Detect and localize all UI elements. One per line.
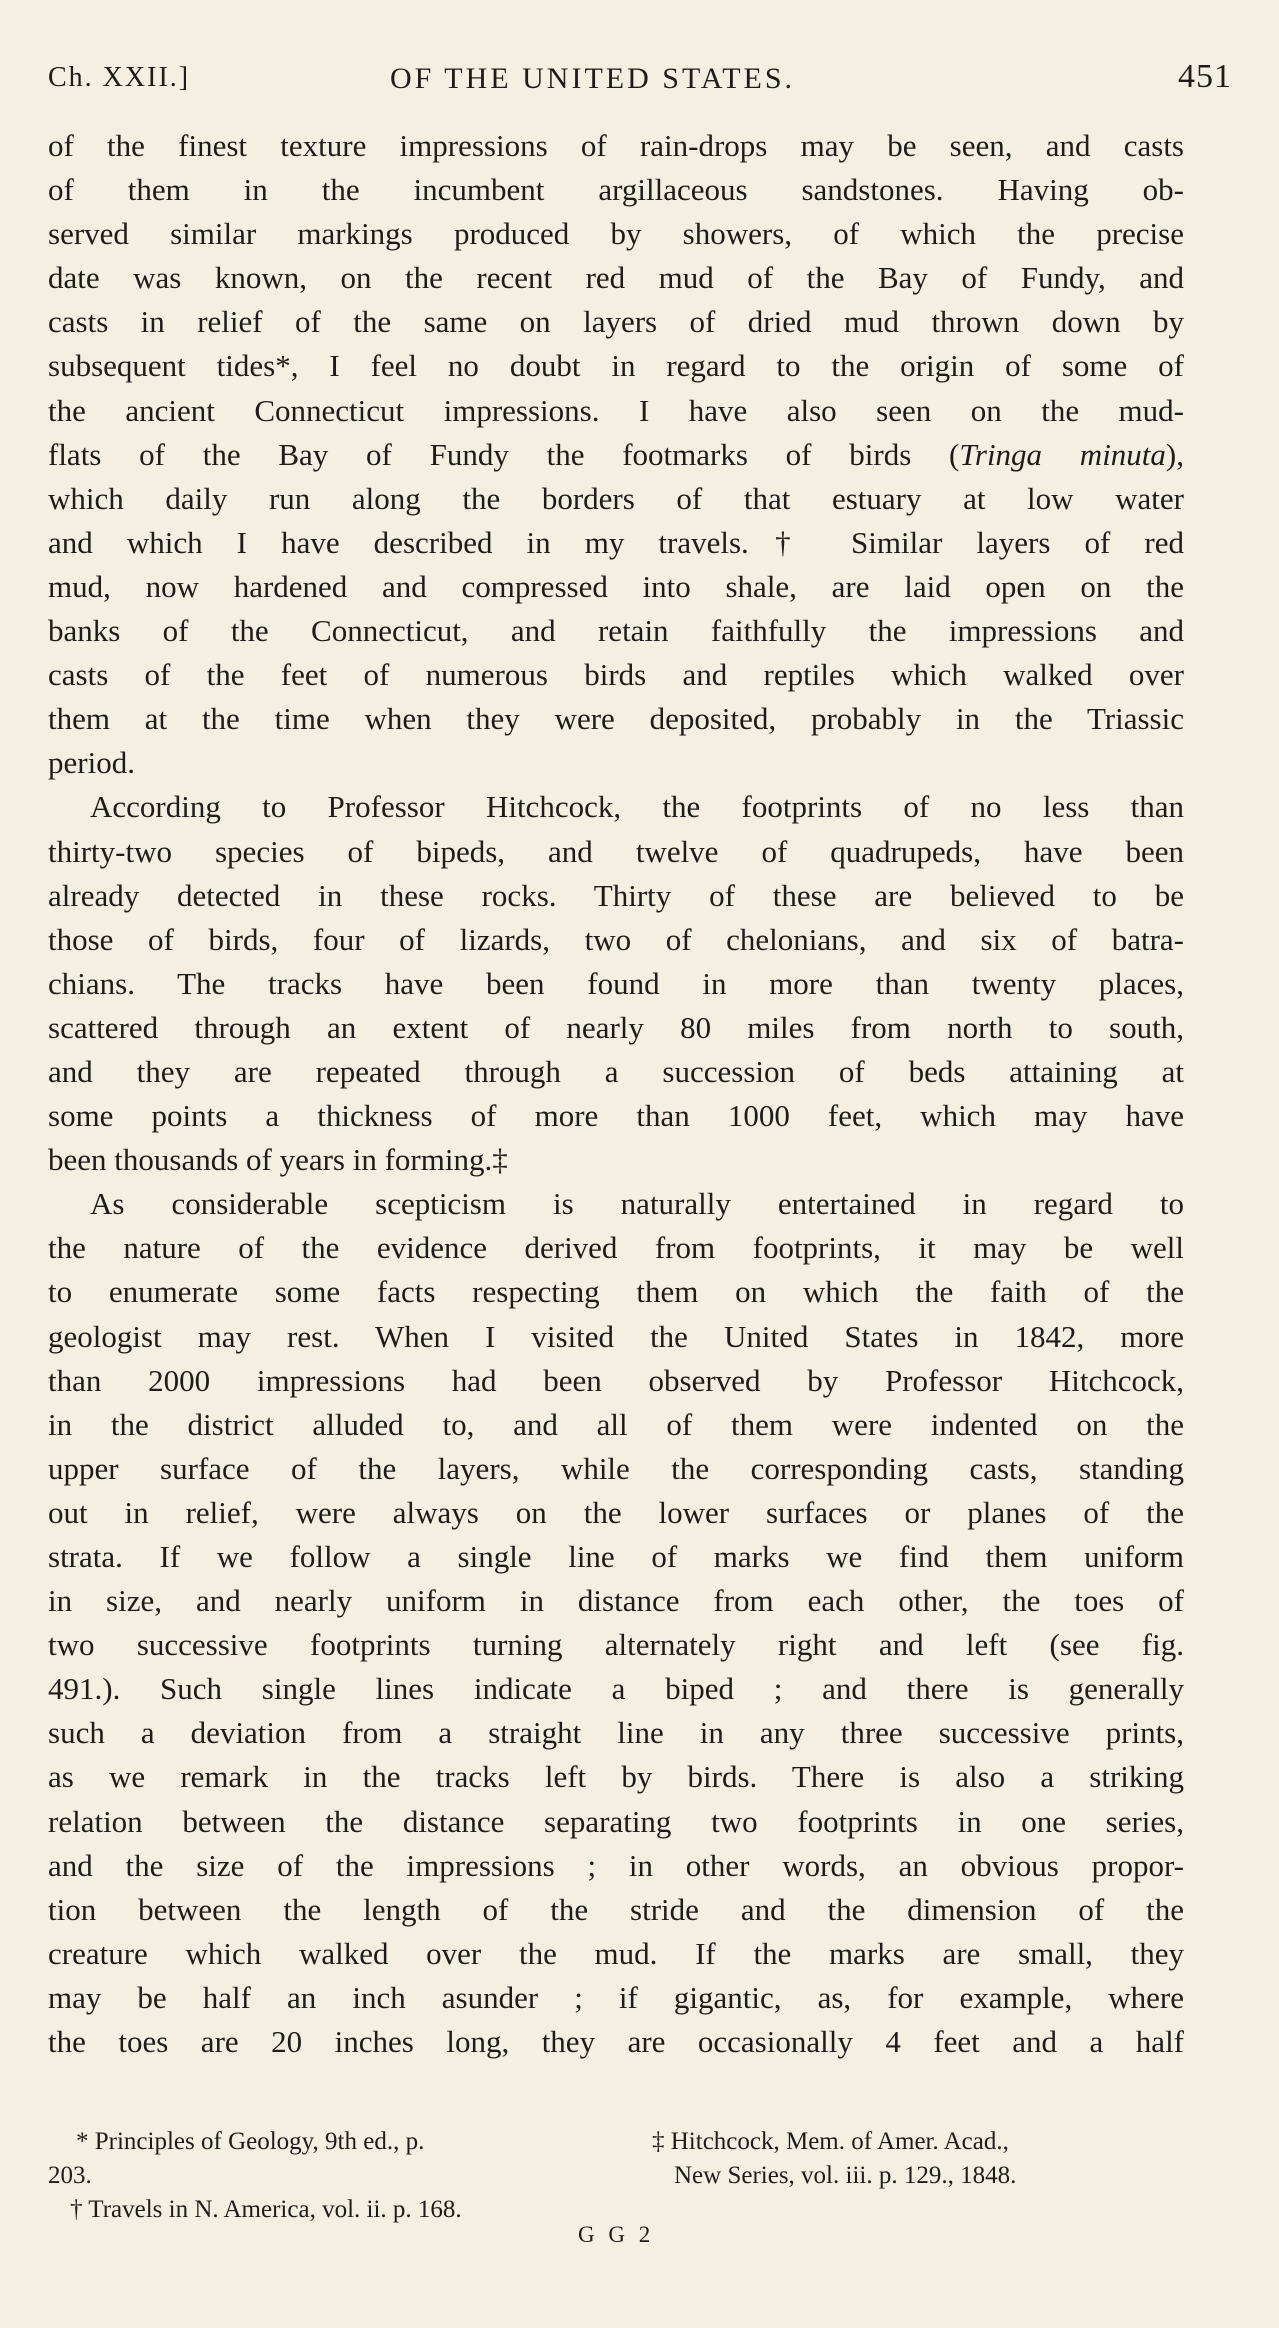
paragraph-2 [48,785,1184,1182]
text-line: geologist may rest. When I visited the United States in 1842, more [48,1318,1184,1354]
text-line: casts of the feet of numerous birds and reptiles which walked over [48,657,1184,693]
text-line: than 2000 impressions had been observed by Professor Hitchcock, [48,1362,1184,1398]
running-title: OF THE UNITED STATES. [390,62,796,95]
text-line: tion between the length of the stride and the dimension of the [48,1891,1184,1927]
text-line: the ancient Connecticut impressions. I have also seen on the mud- [48,392,1184,428]
text-line: them at the time when they were deposited, probably in the Triassic [48,701,1184,737]
paragraph-3 [48,1182,1184,2064]
text-line: the toes are 20 inches long, they are occasionally 4 feet and a half [48,2024,1184,2060]
text-line: and which I have described in my travels.† Similar layers of red [48,524,1184,560]
text-line: 491.). Such single lines indicate a biped ; and there is generally [48,1671,1184,1707]
text-line [48,433,1184,477]
text-line: to enumerate some facts respecting them on which the faith of the [48,1274,1184,1310]
text-line: chians. The tracks have been found in more than twenty places, [48,965,1184,1001]
text-line: as we remark in the tracks left by birds. There is also a striking [48,1759,1184,1795]
text-line: in the district alluded to, and all of them were indented on the [48,1406,1184,1442]
text-line: which daily run along the borders of that estuary at low water [48,480,1184,516]
text-line: mud, now hardened and compressed into shale, are laid open on the [48,568,1184,604]
text-line: thirty-two species of bipeds, and twelve of quadrupeds, have been [48,833,1184,869]
text-line: period. [48,745,135,781]
text-line: may be half an inch asunder ; if gigantic, as, for example, where [48,1979,1184,2015]
text-line: out in relief, were always on the lower surfaces or planes of the [48,1494,1184,1530]
text-line: date was known, on the recent red mud of the Bay of Fundy, and [48,260,1184,296]
text-line: scattered through an extent of nearly 80 miles from north to south, [48,1009,1184,1045]
footnote-dagger: † Travels in N. America, vol. ii. p. 168. [70,2196,462,2223]
footnotes [48,2125,1184,2227]
text-line: relation between the distance separating two footprints in one series, [48,1803,1184,1839]
text-line: those of birds, four of lizards, two of chelonians, and six of batra- [48,921,1184,957]
text-line: and the size of the impressions ; in other words, an obvious propor- [48,1847,1184,1883]
text-line: some points a thickness of more than 1000 feet, which may have [48,1098,1184,1134]
text-line: of them in the incumbent argillaceous sandstones. Having ob- [48,172,1184,208]
text-line: strata. If we follow a single line of marks we find them uniform [48,1539,1184,1574]
printer-signature: G G 2 [578,2222,655,2247]
footnote-double-dagger-continued: New Series, vol. iii. p. 129., 1848. [674,2162,1017,2189]
text-line: been thousands of years in forming.‡ [48,1142,508,1178]
text-span: ), [1165,436,1184,472]
text-line: two successive footprints turning alternately right and left (see fig. [48,1627,1184,1663]
text-line: casts in relief of the same on layers of dried mud thrown down by [48,304,1184,340]
text-line: of the finest texture impressions of rain-drops may be seen, and casts [48,128,1184,163]
text-line: subsequent tides*, I feel no doubt in regard to the origin of some of [48,348,1184,384]
text-line: the nature of the evidence derived from footprints, it may be well [48,1230,1184,1266]
text-line: As considerable scepticism is naturally entertained in regard to [90,1186,1184,1222]
text-line: creature which walked over the mud. If the marks are small, they [48,1935,1184,1971]
footnote-double-dagger: ‡ Hitchcock, Mem. of Amer. Acad., [652,2128,1009,2155]
species-name: Tringa minuta [959,436,1166,472]
footnote-star: * Principles of Geology, 9th ed., p. [76,2128,425,2155]
text-line: in size, and nearly uniform in distance from each other, the toes of [48,1583,1184,1619]
text-line: served similar markings produced by showers, of which the precise [48,216,1184,252]
page-number: 451 [1178,58,1232,95]
text-line: and they are repeated through a succession of beds attaining at [48,1053,1184,1089]
text-line: such a deviation from a straight line in any three successive prints, [48,1715,1184,1751]
text-line: banks of the Connecticut, and retain faithfully the impressions and [48,613,1184,649]
text-line: already detected in these rocks. Thirty of these are believed to be [48,877,1184,913]
text-line: upper surface of the layers, while the corresponding casts, standing [48,1450,1184,1486]
running-header [48,58,1268,102]
chapter-label: Ch. XXII.] [48,62,191,93]
footnote-star-continued: 203. [48,2162,92,2189]
text-line: According to Professor Hitchcock, the footprints of no less than [90,789,1184,825]
paragraph-1 [48,124,1184,785]
text-span: flats of the Bay of Fundy the footmarks of birds ( [48,436,960,472]
body-text [48,124,1184,2064]
